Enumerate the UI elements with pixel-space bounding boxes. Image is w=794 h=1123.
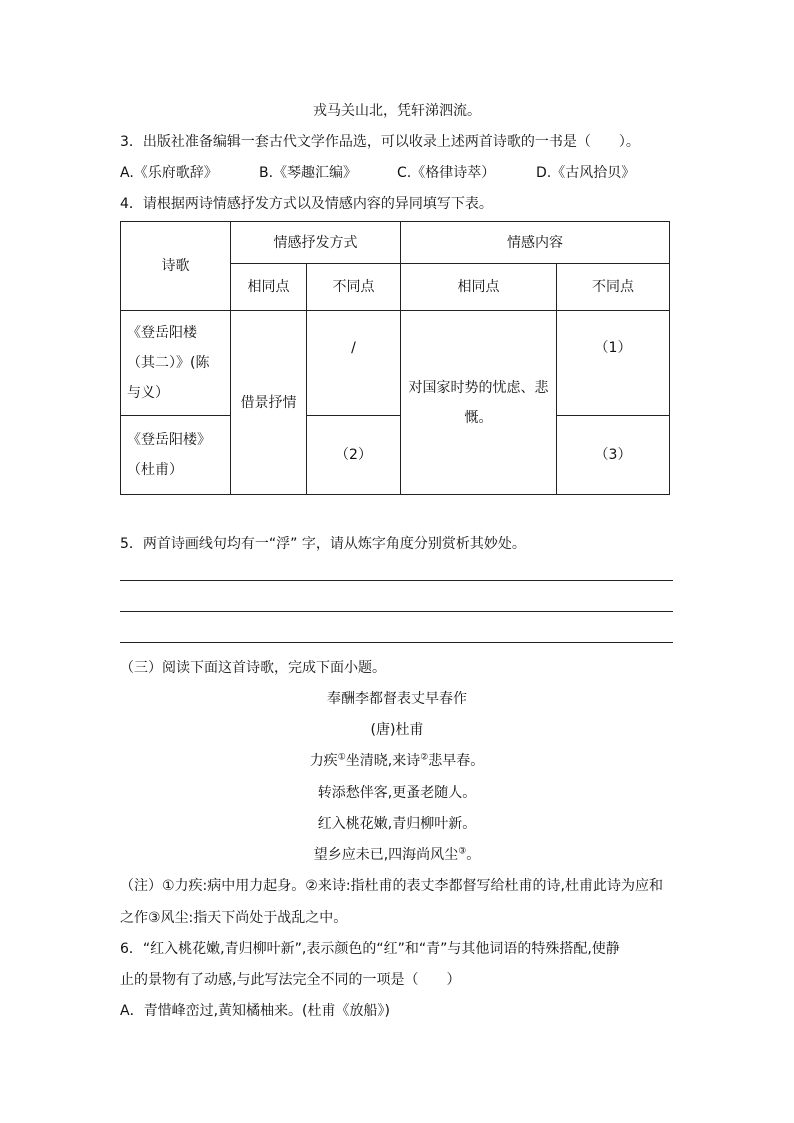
way-same-cell: 借景抒情 [231, 311, 307, 495]
note-marker-2: ② [420, 752, 429, 763]
poem-author: (唐)杜甫 [370, 722, 424, 738]
note-marker-3: ③ [458, 846, 467, 857]
content-same-line-b: 慨。 [464, 409, 493, 426]
poem-line-1 [0, 751, 794, 771]
poem-1-cell [121, 311, 231, 416]
way-diff-cell-1: / [307, 311, 401, 416]
question-6-stem-b: 止的景物有了动感,与此写法完全不同的一项是（ ） [120, 972, 461, 988]
header-content-same: 相同点 [401, 264, 557, 311]
poem-title: 奉酬李都督表丈早春作 [327, 691, 467, 707]
poem-line-4 [0, 845, 794, 865]
poem-2-line-a: 《登岳阳楼》 [127, 432, 211, 448]
poem-1-line-b: （其二）》(陈 [127, 355, 210, 371]
question-3-stem: 3．出版社准备编辑一套古代文学作品选，可以收录上述两首诗歌的一书是（ ）。 [120, 134, 640, 150]
question-5-stem: 5．两首诗画线句均有一“浮” 字，请从炼字角度分别赏析其妙处。 [120, 536, 526, 552]
poem-line-top: 戎马关山北，凭轩涕泗流。 [313, 103, 481, 119]
poem-2-cell [121, 416, 231, 495]
poem-line-1-part-a: 力疾 [309, 753, 338, 769]
poem-line-1-part-c: 悲早春。 [428, 753, 485, 769]
header-content-diff: 不同点 [557, 264, 670, 311]
content-diff-cell-2: （3） [557, 416, 670, 495]
poem-line-2: 转添愁伴客,更蚤老随人。 [317, 785, 477, 801]
q3-option-b: B.《琴趣汇编》 [259, 165, 358, 181]
poem-line-3: 红入桃花嫩,青归柳叶新。 [317, 816, 477, 832]
poem-1-line-a: 《登岳阳楼 [127, 325, 197, 341]
header-way-diff: 不同点 [307, 264, 401, 311]
answer-line-2 [120, 611, 673, 612]
poem-line-4-part-b: 。 [466, 847, 481, 863]
q3-option-c: C.《格律诗萃） [397, 165, 496, 181]
note-marker-1: ① [337, 752, 346, 763]
header-expression-way: 情感抒发方式 [231, 222, 401, 264]
content-same-cell [401, 311, 557, 495]
way-diff-cell-2: （2） [307, 416, 401, 495]
content-diff-cell-1: （1） [557, 311, 670, 416]
answer-line-3 [120, 642, 673, 643]
poem-notes-line-a: （注）①力疾:病中用力起身。②来诗:指杜甫的表丈李都督写给杜甫的诗,杜甫此诗为应和 [120, 878, 663, 894]
question-6-stem-a: 6．“红入桃花嫩,青归柳叶新”,表示颜色的“红”和“青”与其他词语的特殊搭配,使静 [120, 941, 620, 957]
q6-option-a: A．青惜峰峦过,黄知橘柚来。(杜甫《放船》) [120, 1003, 390, 1019]
poem-line-1-part-b: 坐清晓,来诗 [345, 753, 421, 769]
poem-notes-line-b: 之作③风尘:指天下尚处于战乱之中。 [120, 910, 348, 926]
header-poem: 诗歌 [121, 222, 231, 311]
section-3-intro: （三）阅读下面这首诗歌，完成下面小题。 [120, 660, 386, 676]
question-4-stem: 4．请根据两诗情感抒发方式以及情感内容的异同填写下表。 [120, 196, 493, 212]
q3-option-d: D.《古风拾贝》 [536, 165, 636, 181]
poem-1-line-c: 与义） [127, 385, 169, 401]
answer-line-1 [120, 580, 673, 581]
poem-line-4-part-a: 望乡应未已,四海尚风尘 [313, 847, 459, 863]
poem-2-line-b: （杜甫） [127, 462, 183, 478]
header-way-same: 相同点 [231, 264, 307, 311]
header-emotion-content: 情感内容 [401, 222, 670, 264]
q3-option-a: A.《乐府歌辞》 [120, 165, 218, 181]
content-same-line-a: 对国家时势的忧虑、悲 [408, 379, 549, 396]
emotion-comparison-table [120, 221, 670, 495]
